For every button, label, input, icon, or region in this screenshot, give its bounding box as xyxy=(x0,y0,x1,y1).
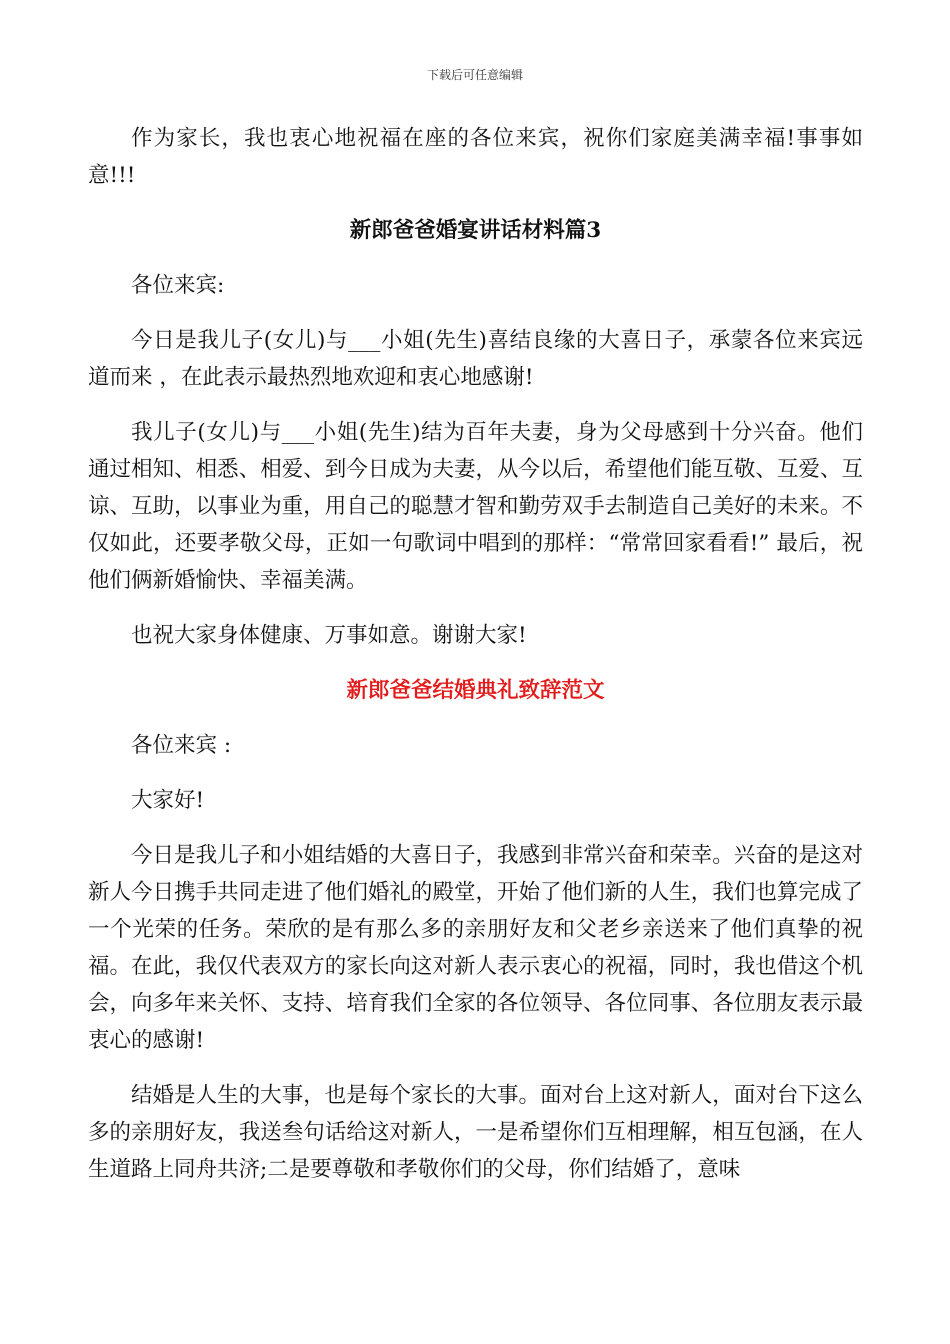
paragraph-wishes-couple: 我儿子(女儿)与___小姐(先生)结为百年夫妻，身为父母感到十分兴奋。他们通过相知、相悉、相爱、到今日成为夫妻，从今以后，希望他们能互敬、互爱、互谅、互助，以事业为重，用自己的聪慧才智和勤劳双手去制造自己美好的未来。不仅如此，还要孝敬父母，正如一句歌词中唱到的那样：“常常回家看看!” 最后，祝他们俩新婚愉快、幸福美满。 xyxy=(88,420,863,593)
paragraph-advice: 结婚是人生的大事，也是每个家长的大事。面对台上这对新人，面对台下这么多的亲朋好友，我送叁句话给这对新人，一是希望你们互相理解，相互包涵，在人生道路上同舟共济;二是要尊敬和孝敬你们的父母，你们结婚了，意味 xyxy=(88,1083,863,1182)
document-body xyxy=(88,120,863,1206)
paragraph-welcome: 今日是我儿子(女儿)与___小姐(先生)喜结良缘的大喜日子，承蒙各位来宾远道而来 ，在此表示最热烈地欢迎和衷心地感谢! xyxy=(88,328,863,390)
paragraph-salutation-2: 各位来宾 : xyxy=(131,733,232,758)
paragraph-greeting: 大家好! xyxy=(131,788,205,813)
paragraph-salutation: 各位来宾: xyxy=(131,273,225,298)
page-header: 下载后可任意编辑 xyxy=(426,68,523,82)
paragraph-wedding-day: 今日是我儿子和小姐结婚的大喜日子，我感到非常兴奋和荣幸。兴奋的是这对新人今日携手共同走进了他们婚礼的殿堂，开始了他们新的人生，我们也算完成了一个光荣的任务。荣欣的是有那么多的亲朋好友和父老乡亲送来了他们真挚的祝福。在此，我仅代表双方的家长向这对新人表示衷心的祝福，同时，我也借这个机会，向多年来关怀、支持、培育我们全家的各位领导、各位同事、各位朋友表示最衷心的感谢! xyxy=(88,843,863,1053)
paragraph-thanks: 也祝大家身体健康、万事如意。谢谢大家! xyxy=(131,623,527,648)
section-title-speech-3: 新郎爸爸婚宴讲话材料篇3 xyxy=(349,218,602,243)
section-title-ceremony-speech: 新郎爸爸结婚典礼致辞范文 xyxy=(346,678,605,703)
paragraph-closing-wishes: 作为家长，我也衷心地祝福在座的各位来宾，祝你们家庭美满幸福!事事如意!!! xyxy=(88,126,863,188)
